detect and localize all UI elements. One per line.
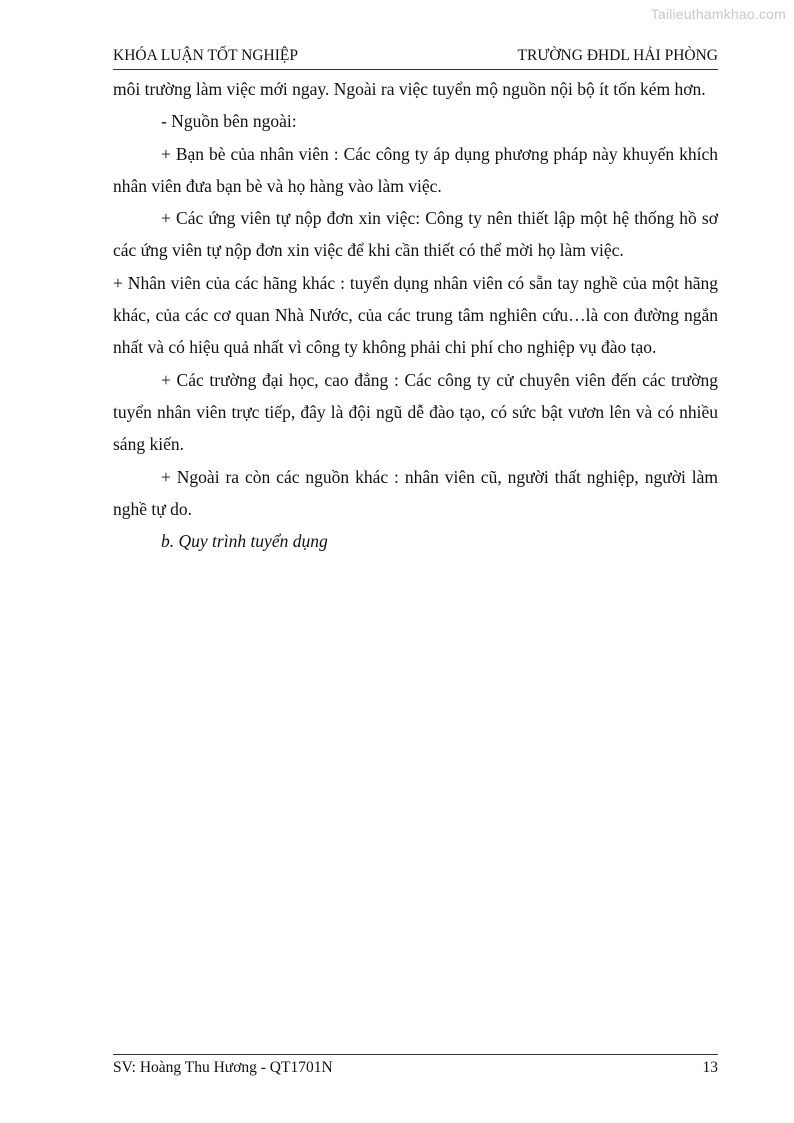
watermark: Tailieuthamkhao.com bbox=[650, 6, 786, 22]
header-university-label: TRƯỜNG ĐHDL HẢI PHÒNG bbox=[517, 47, 718, 64]
paragraph-universities: + Các trường đại học, cao đẳng : Các công ty cử chuyên viên đến các trường tuyển nhân viên trực tiếp, đây là đội ngũ dễ đào tạo, có sức bật vươn lên và có nhiều sáng kiến. bbox=[113, 369, 718, 455]
section-heading: b. Quy trình tuyển dụng bbox=[161, 531, 328, 552]
body-text bbox=[113, 73, 718, 557]
footer-student-info: SV: Hoàng Thu Hương - QT1701N bbox=[113, 1059, 333, 1076]
paragraph-other-firms: + Nhân viên của các hãng khác : tuyển dụng nhân viên có sẵn tay nghề của một hãng khác, của các cơ quan Nhà Nước, của các trung tâm nghiên cứu…là con đường ngắn nhất và có hiệu quả nhất vì công ty không phải chi phí cho nghiệp vụ đào tạo. bbox=[113, 272, 718, 358]
page-number: 13 bbox=[702, 1059, 718, 1076]
page-footer bbox=[113, 1054, 718, 1076]
paragraph-self-applicants: + Các ứng viên tự nộp đơn xin việc: Công ty nên thiết lập một hệ thống hồ sơ các ứng viên tự nộp đơn xin việc để khi cần thiết có thể mời họ làm việc. bbox=[113, 208, 718, 261]
header-thesis-label: KHÓA LUẬN TỐT NGHIỆP bbox=[113, 47, 298, 64]
paragraph-continuation: môi trường làm việc mới ngay. Ngoài ra việc tuyển mộ nguồn nội bộ ít tốn kém hơn. bbox=[113, 79, 706, 99]
paragraph-employee-friends: + Bạn bè của nhân viên : Các công ty áp dụng phương pháp này khuyến khích nhân viên đưa bạn bè và họ hàng vào làm việc. bbox=[113, 143, 718, 196]
paragraph-external-sources: - Nguồn bên ngoài: bbox=[161, 111, 297, 132]
paragraph-other-sources: + Ngoài ra còn các nguồn khác : nhân viên cũ, người thất nghiệp, người làm nghề tự do. bbox=[113, 466, 718, 519]
page-header bbox=[113, 47, 718, 70]
